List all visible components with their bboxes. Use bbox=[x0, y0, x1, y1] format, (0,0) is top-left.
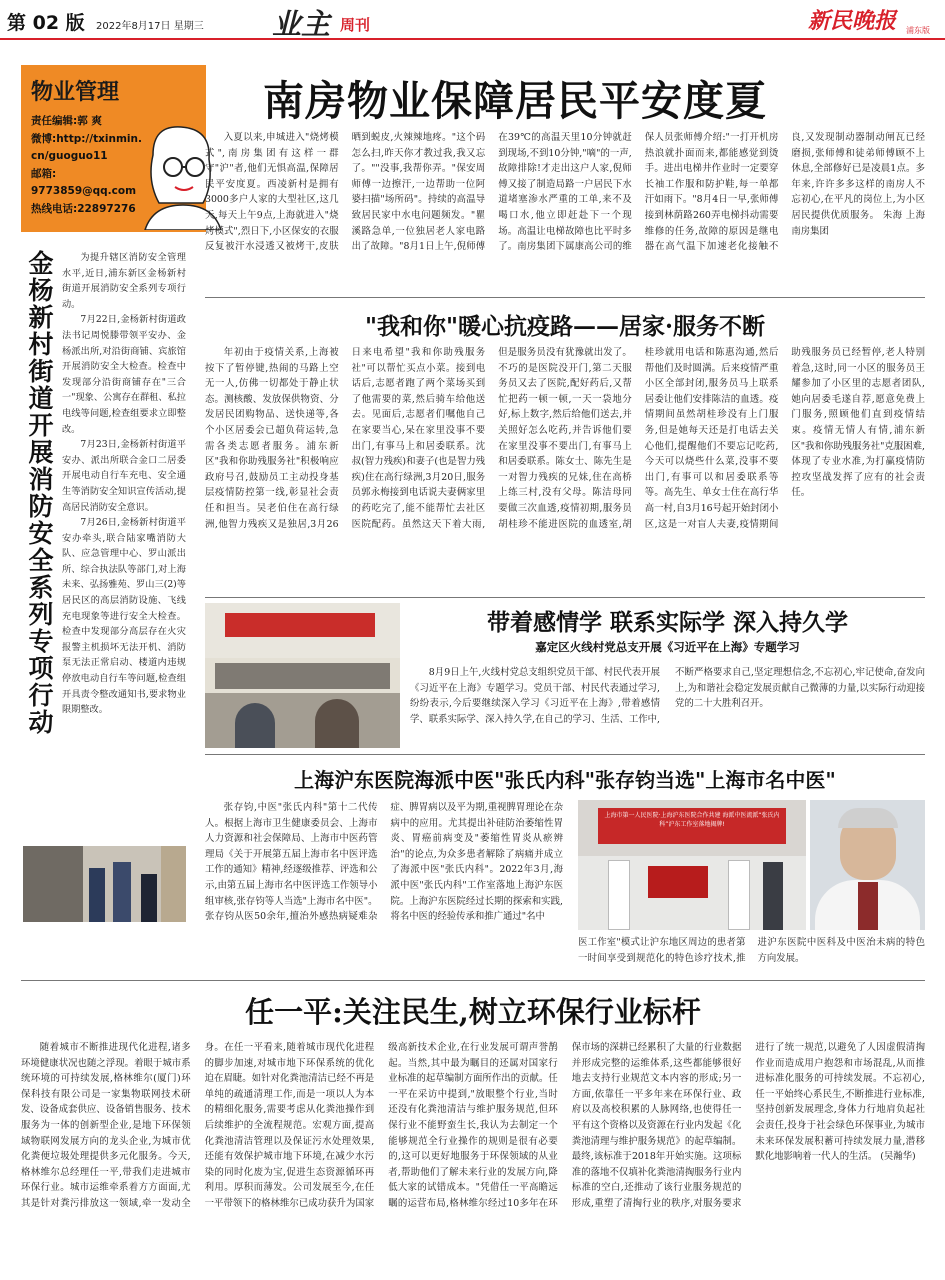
article-2-title: "我和你"暖心抗疫路——居家·服务不断 bbox=[365, 313, 765, 340]
issue-date: 2022年8月17日 星期三 bbox=[96, 21, 204, 32]
article-4-photo-caption: 医工作室"模式让沪东地区周边的患者第一时间享受到规范化的特色诊疗技术,推进沪东医院中医科及中医治未病的特色方向发展。 bbox=[578, 937, 925, 964]
ceremony-banner: 上海市第一人民医院·上海沪东医院合作共建 海派中医流派“张氏内科”沪东工作室落地揭牌! bbox=[598, 808, 786, 844]
email-label: 邮箱: bbox=[31, 167, 57, 180]
weibo-line[interactable]: 微博:http://txinmin. bbox=[31, 132, 142, 145]
article-2-body: 年初由于疫情关系,上海被按下了暂停键,热闹的马路上空无一人,仿佛一切都处于静止状态。测核酸、发放保供物资、分发居民团购物品、送快递等,各个小区居委会已超负荷运转,急需各类志愿者服务。浦东新区"我和你助残服务社"积极响应政府号召,鼓励员工主动投身基层疫情防控第一线,彰显社会责任和担当。吴老伯住在高行绿洲,他智力残疾又是独居,3月26日来电希望"我和你助残服务社"可以帮忙买点小菜。接到电话后,志愿者跑了两个菜场买到了他需要的菜,然后骑车给他送去。见面后,志愿者们嘱他自己在家要当心,呆在家里没事不要出门,有事马上和居委联系。沈叔(智力残疾)和妻子(也是智力残疾)住在高行绿洲,3月20日,服务员郭永梅接到电话说夫妻俩家里的药吃完了,能不能帮忙去社区医院配药。虽然这天下着大雨,但是服务员没有犹豫就出发了。不巧的是医院没开门,第二天服务员又去了医院,配好药后,又帮忙把药一顿一顿,一天一袋地分好,标上数字,然后给他们送去,并关照好怎么吃药,并告诉他们要在家里没事不要出门,有事马上和居委联系。陈女士、陈先生是一对智力残疾的兄妹,住在高桥上练三村,没有父母。陈洁母同要做三次血透,疫情初期,服务员胡桂珍不能进医院的血透室,胡桂珍就用电话和陈惠沟通,然后帮他们及时圆满。后来疫情严重小区全部封闭,服务员马上联系居委让他们安排陈洁的血透。疫情期间虽然胡桂珍没有上门服务,但是她每天还是打电话去关心他们,提醒他们不要忘记吃药,今天可以烧些什么菜,没事不要出门,有事可以和居委联系等等。高先生、单女士住在高行华高一村,自3月16号起开始封闭小区,这是一对盲人夫妻,疫情期间助残服务员已经暂停,老人特别着急,这时,同一小区的服务员王耀参加了小区里的志愿者团队,她向居委毛遂自荐,愿意免费上门服务,照顾他们直到疫情结束。疫情无情人有情,浦东新区"我和你助残服务社"克服困难,体现了专业水准,为打赢疫情防控攻坚战发挥了应有的社会责任。 bbox=[205, 347, 925, 530]
article-3-subtitle: 嘉定区火线村党总支开展《习近平在上海》专题学习 bbox=[535, 640, 800, 654]
newspaper-logo: 新民晚报 bbox=[808, 8, 897, 34]
article-1-body bbox=[205, 130, 925, 285]
article-5-body bbox=[21, 1040, 925, 1276]
article-1-text: 入夏以来,申城进入"烧烤模式",南房集团有这样一群守"沪"者,他们无惧高温,保障居民平安度夏。西凌新村是拥有3000多户人家的大型社区,这几天,每天上午9点,上海就进入"烧烤模式",烈日下,小区保安的衣服反复被汗水浸透又被烤干,皮肤晒到蜕皮,火辣辣地疼。"这个码怎么扫,昨天你才教过我,我又忘了。""没事,我帮你弄。"保安周师傅一边擦汗,一边帮助一位阿婆扫描"场所码"。持续的高温导致居民家中水电问题频发。"瞿溪路急单,一位独居老人家电路出了故障。"8月1日上午,倪师傅在39℃的高温天里10分钟就赶到现场,不到10分钟,"嘀"的一声,故障排除!才走出这户人家,倪师傅又接了制造局路一户居民下水道堵塞渗水严重的工单,来不及喝口水,他立即赶赴下一个现场。高温让电梯故障也比平时多了。南房集团下属康高公司的维保人员张师傅介绍:"一打开机房热浪就扑面而来,都能感觉到烫手。进出电梯井作业时一定要穿长袖工作服和防护鞋,每一单都汗如雨下。"8月4日一早,张师傅接到林荫路260弄电梯抖动需要维修的任务,故障的原因是继电器在高气温下加速老化接触不良,又发现制动器制动闸瓦已经磨损,张师傅和徒弟师傅顾不上休息,全部修好已是凌晨1点。多年来,许许多多这样的南房人不忘初心,在平凡的岗位上,为小区居民提供优质服务。 bbox=[205, 132, 925, 253]
brand-logo: 业主 bbox=[272, 7, 331, 41]
article-1-author: 朱海 上海南房集团 bbox=[791, 209, 925, 237]
article-5-author: (吴瀚华) bbox=[880, 1151, 916, 1163]
newspaper-edition: 浦东版 bbox=[906, 26, 930, 35]
edition-number: 第 02 版 bbox=[7, 12, 85, 34]
page-header bbox=[0, 0, 945, 40]
divider bbox=[21, 980, 925, 981]
article-4-title: 上海沪东医院海派中医"张氏内科"张存钧当选"上海市名中医" bbox=[294, 768, 836, 792]
editor-line: 责任编辑:郭 爽 bbox=[31, 115, 102, 127]
brand-subtitle: 周刊 bbox=[340, 16, 371, 34]
sidebar-paragraph: 7月22日,金杨新村街道政法书记周悦滕带领平安办、金杨派出所,对沿街商铺、宾旅馆开展消防安全大检查。检查中发现部分沿街商铺存在"三合一"现象、公寓存在群租、私拉电线等问题,检查组要求立即整改。 bbox=[62, 314, 186, 435]
column-info-box bbox=[21, 65, 206, 232]
article-5-title: 任一平:关注民生,树立环保行业标杆 bbox=[245, 995, 701, 1029]
article-1-title: 南房物业保障居民平安度夏 bbox=[263, 77, 767, 125]
column-title: 物业管理 bbox=[31, 80, 120, 105]
weibo-line-2[interactable]: cn/guoguo11 bbox=[31, 150, 108, 162]
sidebar-article-title: 金杨新村街道开展消防安全系列专项行动 bbox=[28, 249, 54, 737]
article-3-body: 8月9日上午,火线村党总支组织党员干部、村民代表开展《习近平在上海》专题学习。党员干部、村民代表通过学习,纷纷表示,今后要继续深入学习《习近平在上海》,带着感情学、联系实际学、深入持久学,在自己的学习、生活、工作中,不断严格要求自己,坚定理想信念,不忘初心,牢记使命,奋发向上,为和谐社会稳定发展贡献自己微薄的力量,以实际行动迎接党的二十大胜利召开。 bbox=[410, 667, 925, 725]
email-line[interactable]: 9773859@qq.com bbox=[31, 185, 137, 197]
article-5-text: 随着城市不断推进现代化进程,诸多环境健康状况也随之浮现。着眼于城市系统环境的可持续发展,格林维尔(厦门)环保科技有限公司是一家集物联网技术研发、设备成套供应、设备销售服务、技术服务为一体的创新型企业,是地下环保领域物联网发展方向的龙头企业,为城市优化粪便垃圾处理提供多元化服务。今天,格林维尔总经理任一平,带我们走进城市环保行业。城市运维牵系着方方面面,尤其是针对粪污排放这一领域,牵一发动全身。在任一平看来,随着城市现代化进程的脚步加速,对城市地下环保系统的优化迫在眉睫。如针对化粪池清洁已经不再是单纯的疏通清理工作,而是一项以人为本的精细化服务,需要考虑从化粪池操作到后续维护的全流程规范。宏观方面,提高化粪池清洁管理以及保证污水处理效果,还能有效保护城市地下环境,在减少水污染的同时化废为宝,促进生态资源循环再利用。厚积而薄发。公司发展至今,在任一平带领下的格林维尔已成功获升为国家级高新技术企业,在行业发展可谓声誉鹊起。当然,其中最为瞩目的还属对国家行业标准的起草编制方面所作出的贡献。任一平在采访中提到,"放眼整个行业,当时还没有化粪池清洁与维护服务规范,但环保行业不能野蛮生长,我认为去制定一个能够规范全行业操作的规则是很有必要的,这可以更好地服务于环保领域的从业者,帮助他们了解未来行业的发展方向,降低大家的试错成本。"凭借任一平高瞻远瞩的运营布局,格林维尔经过10多年在环保市场的深耕已经累积了大量的行业数据并形成完整的运维体系,这些都能够很好地去支持行业规范文本内容的形成;另一方面,依靠任一平多年来在环保行业、政府以及高校积累的人脉网络,也使得任一平有这个资格以及资源在行业内发起《化粪池清理与维护服务规范》的起草编制。最终,该标准于2018年开始实施。这项标准的落地不仅填补化粪池清掏服务行业内标准的空白,还推动了该行业服务规范的形成,重塑了清掏行业的秩序,对服务要求进行了统一规范,以避免了人因虚假清掏作业而造成用户抱怨和市场混乱,从而推进标准化服务的可持续发展。不忘初心,任一平始终心系民生,不断推进行业标准,坚持创新发展理念,身体力行地肩负起社会责任,投身于社会绿色环保事业,为城市未来环保发展积蓄可持续发展力量,潜移默化地影响着一代人的生活。 bbox=[21, 1042, 925, 1209]
sidebar-article-body bbox=[62, 250, 186, 840]
hotline-line: 热线电话:22897276 bbox=[31, 202, 136, 215]
sidebar-paragraph: 7月23日,金杨新村街道平安办、派出所联合金口二居委开展电动自行车充电、安全通生等消防安全知识宣传活动,提高居民消防安全意识。 bbox=[62, 439, 186, 513]
divider bbox=[205, 297, 925, 298]
divider bbox=[205, 597, 925, 598]
ceremony-photo bbox=[578, 800, 806, 930]
sidebar-paragraph: 7月26日,金杨新村街道平安办牵头,联合陆家嘴消防大队、应急管理中心、罗山派出所、综合执法队等部门,对上海未来、弘扬雅苑、罗山三(2)等居民区的高层消防设施、飞线充电现象等进行安全大检查。检查中发现部分高层存在火灾报警主机损坏无法开机、消防泵无法正常启动、楼道内违规停放电动自行车等问题,检查组开具责令整改通知书,要求物业限期整改。 bbox=[62, 517, 186, 716]
doctor-portrait-photo bbox=[810, 800, 925, 930]
article-3-title: 带着感情学 联系实际学 深入持久学 bbox=[486, 610, 848, 636]
study-meeting-photo bbox=[205, 603, 400, 748]
article-4-body: 张存钧,中医"张氏内科"第十二代传人。根据上海市卫生健康委员会、上海市人力资源和社会保障局、上海市中医药管理局《关于开展第五届上海市名中医评选工作的通知》精神,经逐级推荐、评选和公示,由第五届上海市名中医评选工作领导小组审核,张存钧等人当选"上海市名中医"。张存钧从医50余年,擅治外感热病疑难杂症、脾胃病以及平为期,重视脾胃理论在杂病中的应用。尤其提出补硅防治萎缩性胃炎、胃癌前病变及"萎缩性胃炎从瘀辨治"的论点,为众多患者解除了病痛并成立了海派中医"张氏内科"。2022年3月,海派中医"张氏内科"工作室落地上海沪东医院。上海沪东医院经过长期的探索和实践,将名中医的经验传承和推广通过"名中 bbox=[205, 802, 563, 923]
divider bbox=[205, 754, 925, 755]
sidebar-paragraph: 为提升辖区消防安全管理水平,近日,浦东新区金杨新村街道开展消防安全系列专项行动。 bbox=[62, 252, 186, 310]
fire-inspection-photo bbox=[23, 846, 186, 922]
